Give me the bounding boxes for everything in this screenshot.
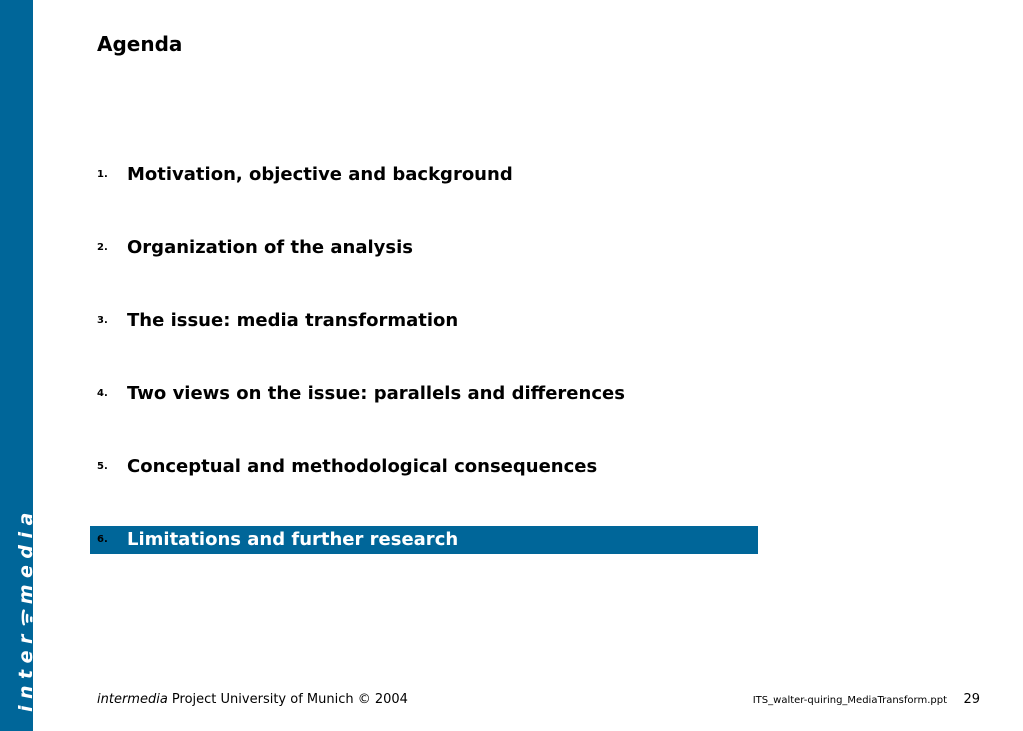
agenda-item-number: 5. bbox=[97, 461, 108, 472]
footer-filename: ITS_walter-quiring_MediaTransform.ppt bbox=[752, 695, 947, 706]
agenda-item-1 bbox=[90, 161, 758, 189]
sidebar-bar bbox=[0, 0, 37, 731]
agenda-item-label: Organization of the analysis bbox=[127, 237, 414, 258]
agenda-item-number: 6. bbox=[97, 534, 108, 545]
wireless-dot-icon: ᯤ bbox=[15, 604, 37, 629]
agenda-item-6-active bbox=[90, 526, 758, 554]
agenda-item-label: Two views on the issue: parallels and differences bbox=[127, 383, 625, 404]
agenda-item-number: 4. bbox=[97, 388, 108, 399]
logo-text-inter: inter bbox=[15, 628, 37, 712]
slide-title: Agenda bbox=[97, 32, 183, 56]
logo-text-media: media bbox=[15, 506, 37, 605]
footer-org: Project University of Munich © 2004 bbox=[167, 692, 408, 707]
agenda-item-label: Motivation, objective and background bbox=[127, 164, 513, 185]
intermedia-logo bbox=[16, 506, 36, 712]
agenda-item-4 bbox=[90, 380, 758, 408]
agenda-item-number: 2. bbox=[97, 242, 108, 253]
footer-brand: intermedia bbox=[97, 692, 168, 707]
agenda-item-2 bbox=[90, 234, 758, 262]
agenda-item-number: 3. bbox=[97, 315, 108, 326]
agenda-item-label: Limitations and further research bbox=[127, 529, 459, 550]
agenda-item-5 bbox=[90, 453, 758, 481]
agenda-item-3 bbox=[90, 307, 758, 335]
agenda-item-label: Conceptual and methodological consequences bbox=[127, 456, 598, 477]
agenda-item-label: The issue: media transformation bbox=[127, 310, 459, 331]
footer-copyright bbox=[97, 691, 408, 709]
agenda-item-number: 1. bbox=[97, 169, 108, 180]
page-number: 29 bbox=[963, 692, 980, 707]
